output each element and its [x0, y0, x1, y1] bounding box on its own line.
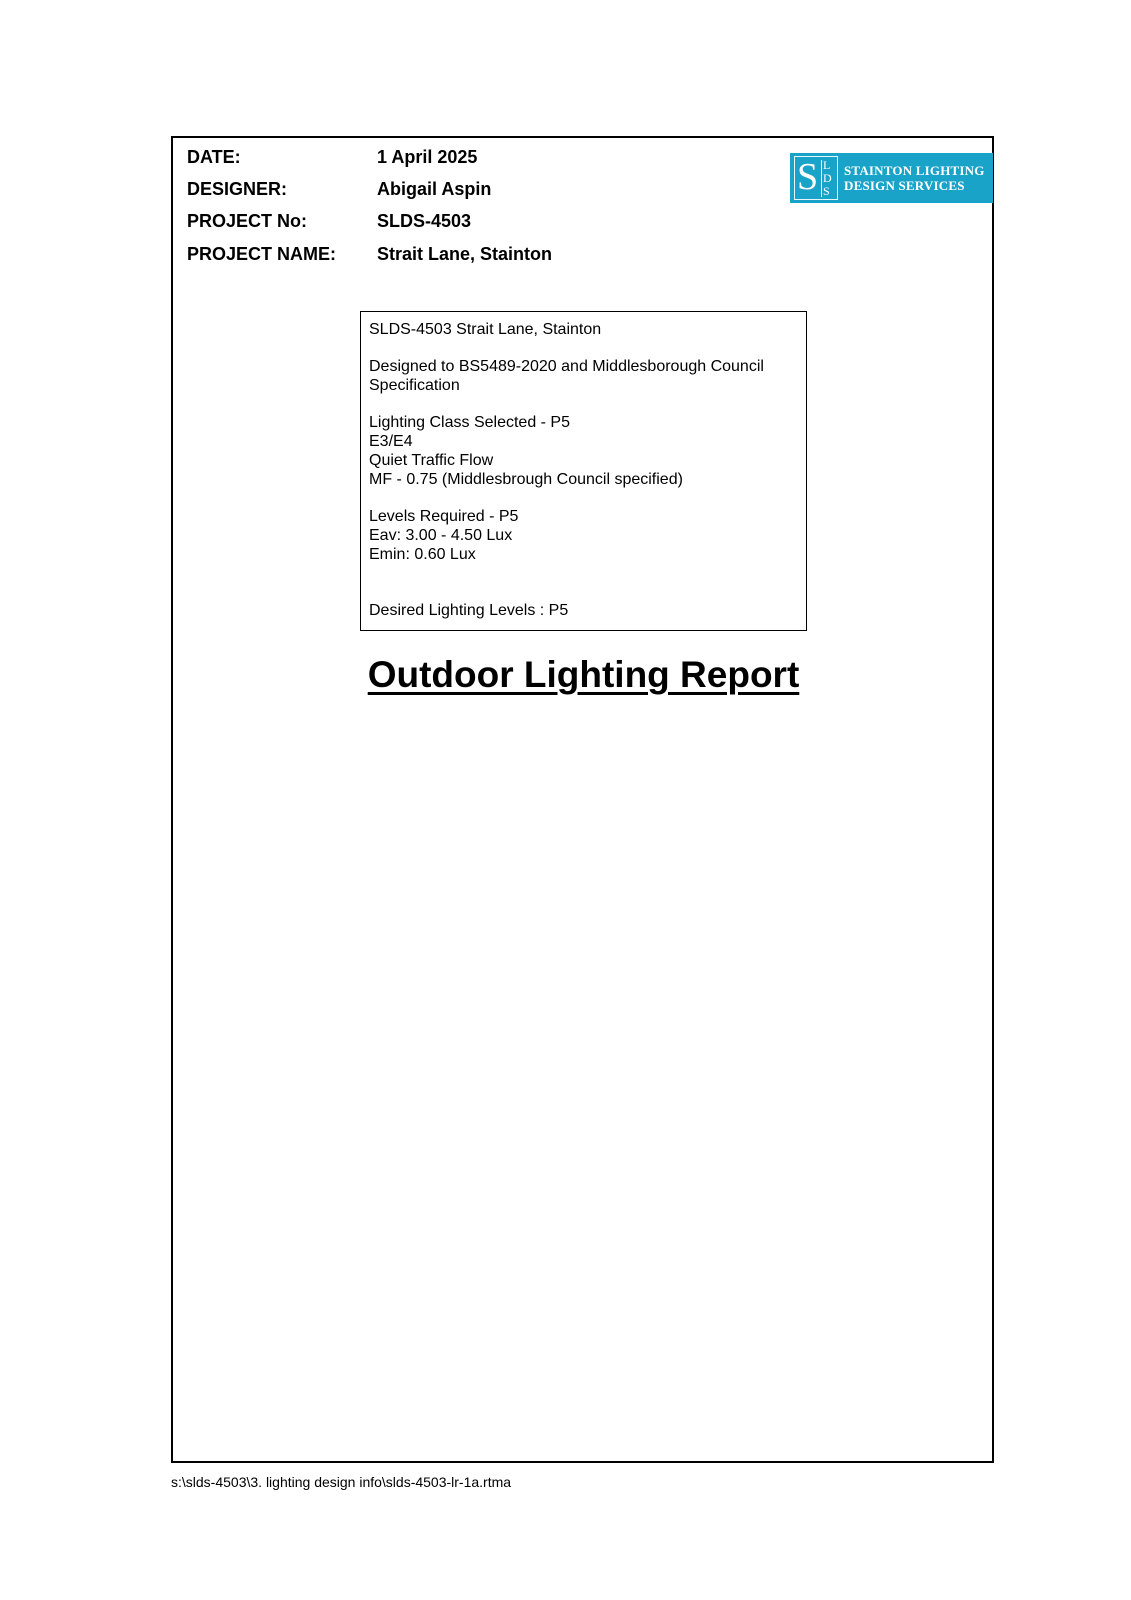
- logo-monogram-d: D: [823, 171, 832, 185]
- design-standard: Designed to BS5489-2020 and Middlesborough Council Specification: [369, 358, 764, 394]
- footer-file-path: s:\slds-4503\3. lighting design info\slds-4503-lr-1a.rtma: [171, 1474, 512, 1490]
- levels-required: Levels Required - P5 Eav: 3.00 - 4.50 Lux Emin: 0.60 Lux: [369, 508, 519, 563]
- logo-monogram-s: S: [797, 156, 819, 198]
- logo-monogram: [794, 156, 838, 200]
- logo-monogram-s-small: S: [823, 184, 830, 198]
- desired-levels: Desired Lighting Levels : P5: [369, 602, 569, 619]
- lighting-class: Lighting Class Selected - P5 E3/E4 Quiet Traffic Flow MF - 0.75 (Middlesbrough Council specified): [369, 414, 683, 488]
- logo-wordmark: [844, 163, 985, 193]
- date-value: 1 April 2025: [377, 147, 478, 167]
- report-title: [360, 652, 807, 698]
- project-name-label: PROJECT NAME:: [187, 244, 337, 264]
- date-label: DATE:: [187, 147, 241, 167]
- project-number-label: PROJECT No:: [187, 211, 308, 231]
- designer-value: Abigail Aspin: [377, 179, 492, 199]
- project-line: SLDS-4503 Strait Lane, Stainton: [369, 321, 602, 338]
- designer-label: DESIGNER:: [187, 179, 288, 199]
- logo-line-2: DESIGN SERVICES: [844, 178, 965, 193]
- company-logo: [790, 153, 993, 203]
- logo-monogram-divider: [821, 160, 822, 197]
- project-name-value: Strait Lane, Stainton: [377, 244, 553, 264]
- design-criteria-box: [360, 311, 807, 631]
- logo-monogram-l: L: [823, 158, 831, 172]
- project-number-value: SLDS-4503: [377, 211, 472, 231]
- logo-line-1: STAINTON LIGHTING: [844, 163, 985, 178]
- report-title-text: Outdoor Lighting Report: [367, 654, 800, 695]
